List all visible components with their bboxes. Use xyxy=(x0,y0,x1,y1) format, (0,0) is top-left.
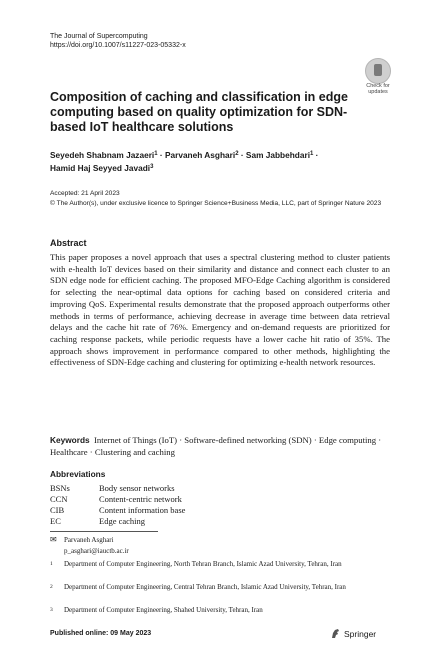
abbreviation-key: EC xyxy=(50,516,61,526)
publisher-name: Springer xyxy=(344,629,377,639)
author-affiliation-mark: 2 xyxy=(235,151,239,157)
published-online-date: Published online: 09 May 2023 xyxy=(50,630,152,637)
journal-header xyxy=(50,32,186,50)
author-affiliation-mark: 1 xyxy=(154,151,158,157)
affiliation-number: 1 xyxy=(50,561,53,567)
badge-line2: updates xyxy=(368,89,388,95)
abbreviation-row xyxy=(50,505,185,516)
abbreviation-value: Edge caching xyxy=(99,516,146,526)
affiliation-text: Department of Computer Engineering, Central Tehran Branch, Islamic Azad University, Tehran, Iran xyxy=(64,583,346,591)
bookmark-icon xyxy=(365,58,391,84)
keywords xyxy=(50,435,390,458)
abbreviation-value: Content information base xyxy=(99,505,186,515)
author-name[interactable]: Parvaneh Asghari xyxy=(164,150,236,160)
springer-horse-icon xyxy=(330,628,341,639)
abbreviation-key: CIB xyxy=(50,505,65,515)
affiliation-number: 3 xyxy=(50,607,53,613)
abbreviations-heading: Abbreviations xyxy=(50,469,106,479)
author-name[interactable]: Seyedeh Shabnam Jazaeri xyxy=(50,150,155,160)
author-separator: · xyxy=(157,150,165,160)
author-affiliation-mark: 3 xyxy=(150,164,154,170)
journal-name: The Journal of Supercomputing xyxy=(50,33,148,40)
author-separator: · xyxy=(313,150,319,160)
copyright-notice: © The Author(s), under exclusive licence to Springer Science+Business Media, LLC, part of Springer Nature 2023 xyxy=(50,199,382,207)
corresponding-author xyxy=(64,535,129,557)
corresponding-author-name: Parvaneh Asghari xyxy=(64,536,114,544)
paper-title: Composition of caching and classification in edge computing based on quality optimization for SDN-based IoT healthcare solutions xyxy=(50,90,348,134)
affiliation-text: Department of Computer Engineering, North Tehran Branch, Islamic Azad University, Tehran, Iran xyxy=(64,560,342,568)
abbreviation-row xyxy=(50,483,175,494)
accepted-date: Accepted: 21 April 2023 xyxy=(50,190,120,197)
author-name[interactable]: Hamid Haj Seyyed Javadi xyxy=(50,163,151,173)
badge-line1: Check for xyxy=(366,83,390,89)
author-affiliation-mark: 1 xyxy=(310,151,314,157)
keywords-text: Internet of Things (IoT) · Software-defined networking (SDN) · Edge computing · Healthcare · Clustering and caching xyxy=(50,435,382,457)
abbreviation-value: Body sensor networks xyxy=(99,483,175,493)
abbreviation-value: Content-centric network xyxy=(99,494,182,504)
author-separator: · xyxy=(238,150,246,160)
article-meta xyxy=(50,189,390,208)
affiliation-number: 2 xyxy=(50,584,53,590)
abbreviation-row xyxy=(50,494,182,505)
envelope-icon: ✉ xyxy=(50,535,57,544)
abbreviation-key: BSNs xyxy=(50,483,70,493)
affiliation-text: Department of Computer Engineering, Shahed University, Tehran, Iran xyxy=(64,606,263,614)
abbreviation-key: CCN xyxy=(50,494,68,504)
abstract-text: This paper proposes a novel approach that uses a spectral clustering method to cluster patients with e-health IoT devices based on their similarity and distance and connect each cluster to an SDN edge node for efficient caching. The proposed MFO-Edge Caching algorithm is considered for selecting the near-optimal data options for caching based on considered criteria and improving QoS. Experimental results demonstrate that the proposed approach outperforms other methods in terms of performance, achieving decrease in average time between data retrieval delays and the cache hit rate of 76%. Emergency and on-demand requests are prioritized for caching response packets, while periodic requests have a lower cache hit ratio of 35%. The approach shows improvement in performance compared to other methods, highlighting the effectiveness of SDN-Edge caching and clustering for optimizing e-health network resources. xyxy=(50,252,390,368)
footnote-divider xyxy=(50,531,158,532)
author-list xyxy=(50,148,380,174)
keywords-label: Keywords xyxy=(50,435,90,445)
abbreviation-row xyxy=(50,516,145,527)
journal-doi-link[interactable]: https://doi.org/10.1007/s11227-023-05332-x xyxy=(50,42,186,49)
abstract-heading: Abstract xyxy=(50,238,87,248)
author-name[interactable]: Sam Jabbehdari xyxy=(245,150,311,160)
corresponding-author-email[interactable]: p_asghari@iauctb.ac.ir xyxy=(64,547,129,555)
